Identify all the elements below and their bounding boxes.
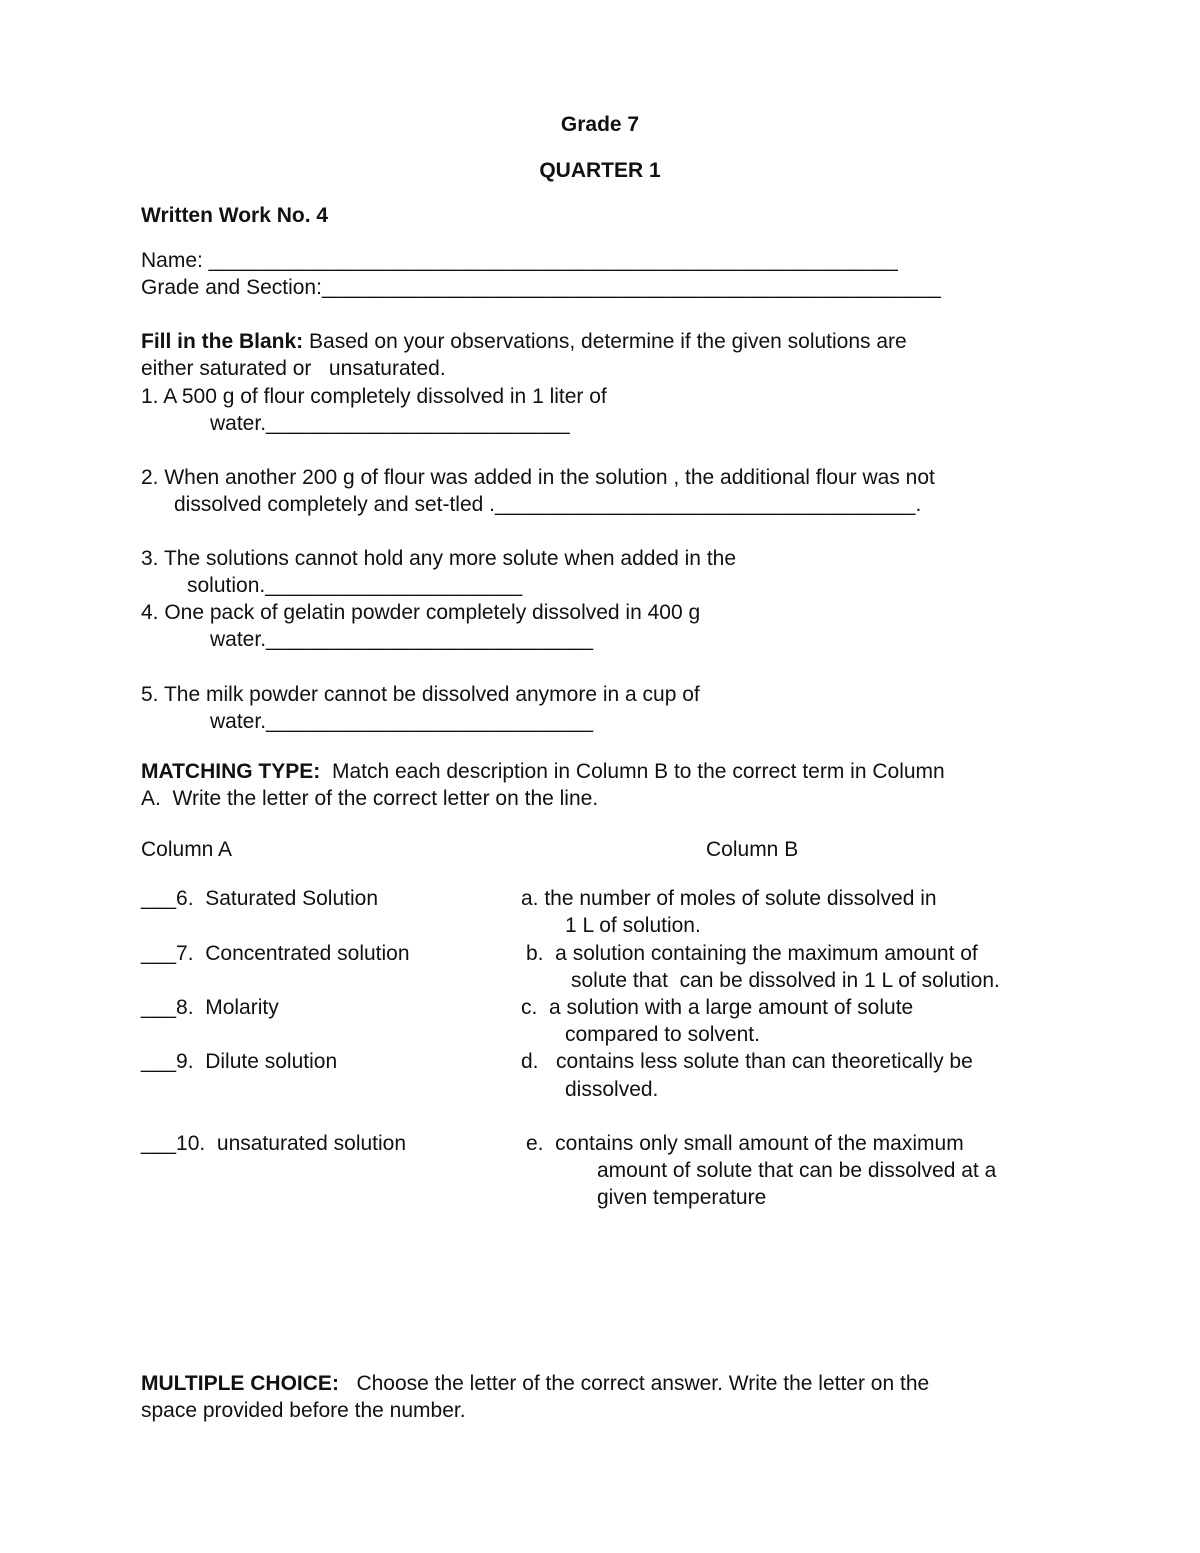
fill-instructions-cont: either saturated or unsaturated.: [141, 357, 446, 380]
match-desc-b-cont: solute that can be dissolved in 1 L of solution.: [571, 969, 1000, 992]
matching-instructions: [141, 758, 945, 785]
name-field[interactable]: Name: ___________________________________________________________: [141, 249, 898, 272]
match-term-7[interactable]: ___7. Concentrated solution: [141, 942, 410, 965]
mc-instructions-cont: space provided before the number.: [141, 1399, 466, 1422]
match-term-6[interactable]: ___6. Saturated Solution: [141, 887, 379, 910]
match-desc-a-cont: 1 L of solution.: [565, 914, 701, 937]
matching-heading: MATCHING TYPE:: [141, 760, 321, 783]
match-desc-d-cont: dissolved.: [565, 1078, 659, 1101]
column-b-header: Column B: [706, 838, 799, 861]
match-desc-e-cont: amount of solute that can be dissolved at a: [597, 1159, 997, 1182]
mc-heading: MULTIPLE CHOICE:: [141, 1372, 339, 1395]
fill-item-2-blank[interactable]: dissolved completely and set-tled .____________________________________.: [174, 493, 922, 516]
grade-section-field[interactable]: Grade and Section:_____________________________________________________: [141, 276, 941, 299]
fill-item-3-blank[interactable]: solution.______________________: [187, 574, 523, 597]
fill-instructions: [141, 328, 907, 355]
fill-item-1-blank[interactable]: water.__________________________: [210, 412, 570, 435]
fill-item-2: 2. When another 200 g of flour was added in the solution , the additional flour was not: [141, 466, 935, 489]
fill-item-1: 1. A 500 g of flour completely dissolved in 1 liter of: [141, 385, 607, 408]
column-a-header: Column A: [141, 838, 233, 861]
match-desc-d: d. contains less solute than can theoretically be: [521, 1050, 973, 1073]
fill-item-3: 3. The solutions cannot hold any more solute when added in the: [141, 547, 737, 570]
match-term-10[interactable]: ___10. unsaturated solution: [141, 1132, 407, 1155]
fill-heading: Fill in the Blank:: [141, 330, 304, 353]
fill-item-4-blank[interactable]: water.____________________________: [210, 628, 594, 651]
match-desc-e-cont-2: given temperature: [597, 1186, 767, 1209]
matching-instructions-text: Match each description in Column B to the correct term in Column: [320, 760, 945, 783]
quarter-title: QUARTER 1: [539, 159, 661, 182]
mc-instructions-text: Choose the letter of the correct answer. Write the letter on the: [338, 1372, 930, 1395]
match-desc-a: a. the number of moles of solute dissolved in: [521, 887, 937, 910]
match-desc-c: c. a solution with a large amount of solute: [521, 996, 914, 1019]
mc-instructions: [141, 1370, 929, 1397]
match-desc-e: e. contains only small amount of the maximum: [526, 1132, 964, 1155]
grade-title: Grade 7: [560, 113, 640, 136]
match-desc-b: b. a solution containing the maximum amount of: [526, 942, 978, 965]
written-work-title: Written Work No. 4: [141, 204, 329, 227]
matching-instructions-cont: A. Write the letter of the correct letter on the line.: [141, 787, 599, 810]
match-desc-c-cont: compared to solvent.: [565, 1023, 760, 1046]
fill-item-5-blank[interactable]: water.____________________________: [210, 710, 594, 733]
match-term-9[interactable]: ___9. Dilute solution: [141, 1050, 338, 1073]
fill-item-4: 4. One pack of gelatin powder completely dissolved in 400 g: [141, 601, 701, 624]
fill-item-5: 5. The milk powder cannot be dissolved anymore in a cup of: [141, 683, 700, 706]
fill-instructions-text: Based on your observations, determine if the given solutions are: [303, 330, 907, 353]
match-term-8[interactable]: ___8. Molarity: [141, 996, 279, 1019]
